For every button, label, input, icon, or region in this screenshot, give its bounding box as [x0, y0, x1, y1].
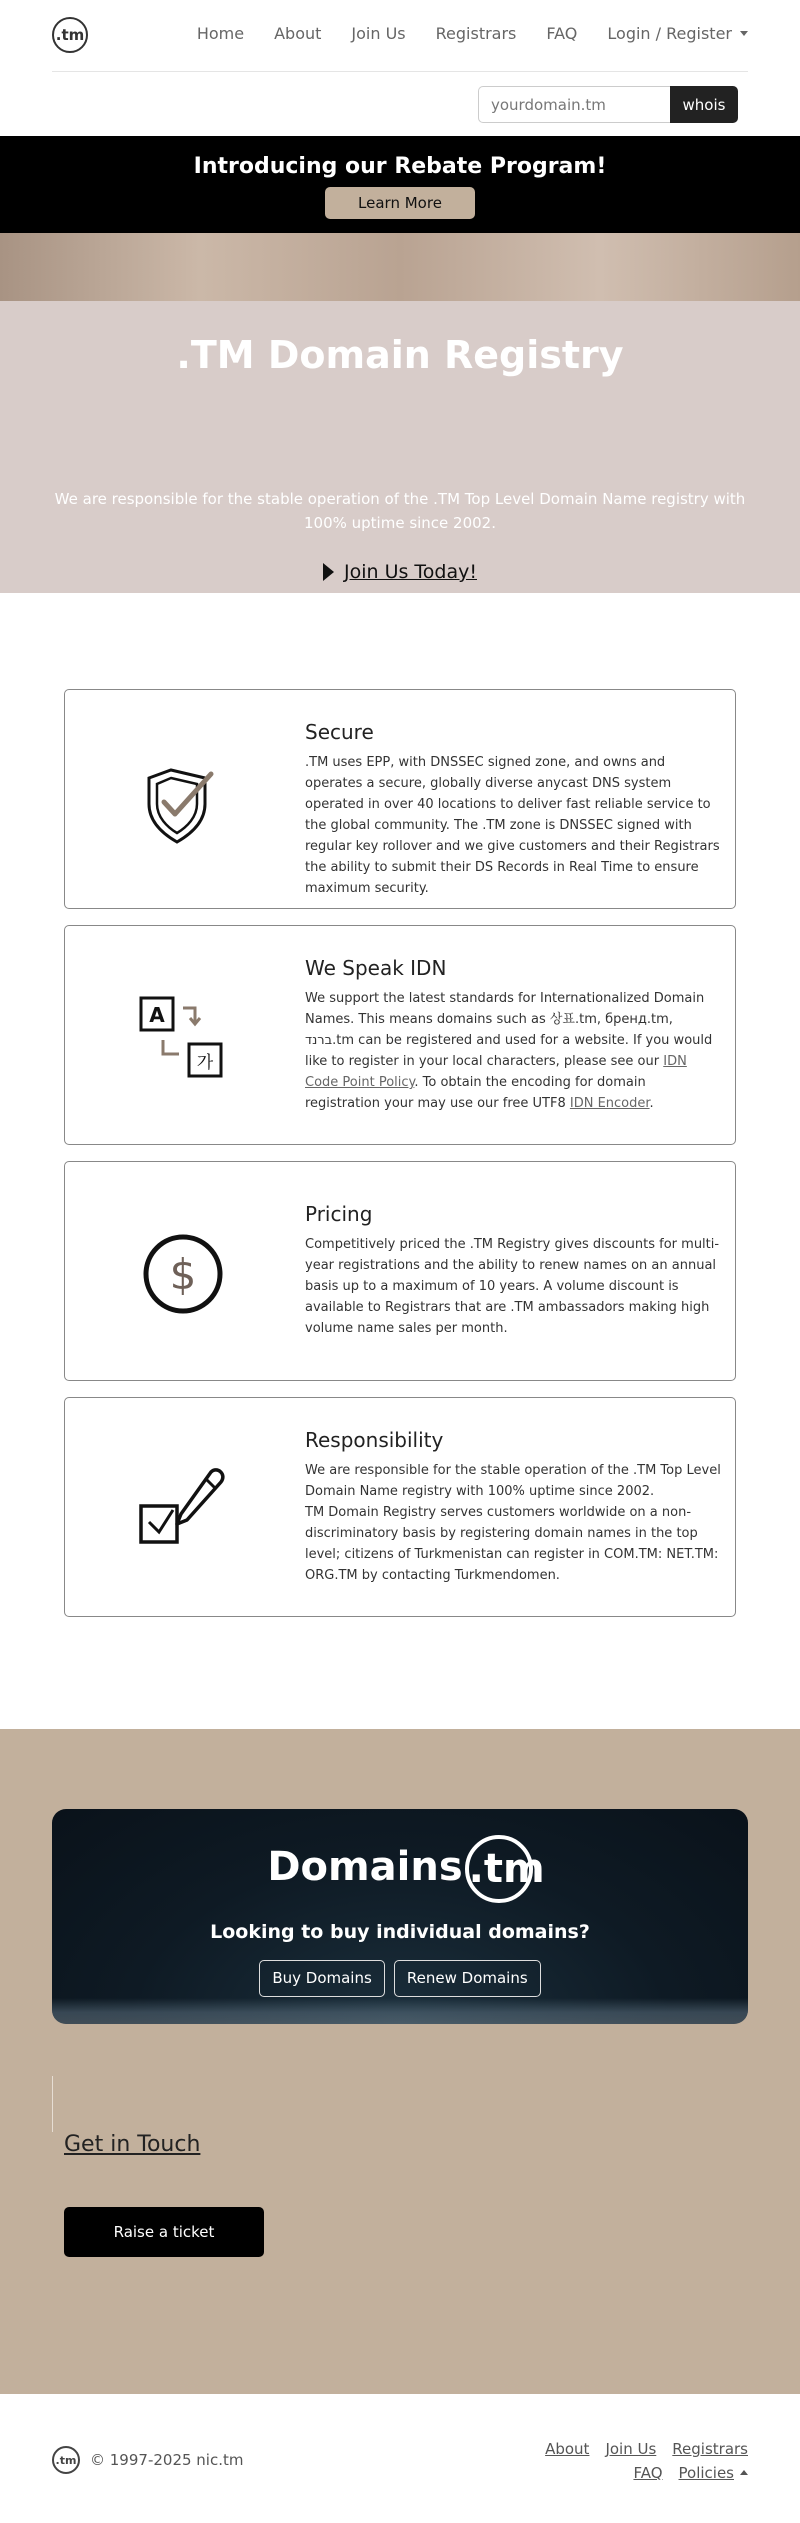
svg-text:가: 가: [196, 1053, 214, 1073]
rebate-banner: [0, 136, 800, 233]
footer-registrars-link[interactable]: Registrars: [672, 2440, 748, 2458]
svg-text:$: $: [169, 1250, 197, 1299]
join-us-link[interactable]: [0, 561, 800, 583]
card-title: Secure: [305, 720, 374, 744]
hero-text: We are responsible for the stable operation of the .TM Top Level Domain Name registry with 100% uptime since 2002.: [54, 490, 746, 532]
nav-registrars[interactable]: Registrars: [435, 24, 517, 43]
card-title: We Speak IDN: [305, 956, 447, 980]
shield-check-icon: [133, 752, 233, 852]
domains-tm-logo: [52, 1835, 748, 1903]
translate-icon: [133, 988, 233, 1088]
idn-code-point-policy-link[interactable]: IDN Code Point Policy: [305, 1054, 687, 1090]
card-text: [305, 988, 721, 1114]
chevron-up-icon: [740, 2470, 748, 2475]
domains-subtitle: Looking to buy individual domains?: [210, 1921, 590, 1943]
idn-text-2: . To obtain the encoding for domain registration your may use our free UTF8: [305, 1075, 646, 1111]
whois-button[interactable]: whois: [670, 86, 738, 123]
nav-login-register[interactable]: [607, 24, 748, 43]
renew-domains-button[interactable]: Renew Domains: [394, 1960, 541, 1997]
divider: [52, 2076, 53, 2132]
card-body: [305, 1428, 721, 1586]
feature-card-secure: [64, 689, 736, 909]
card-title: Pricing: [305, 1202, 373, 1226]
footer-about-link[interactable]: About: [545, 2440, 590, 2458]
svg-text:A: A: [149, 1003, 165, 1027]
footer-policies-dropdown[interactable]: [679, 2464, 748, 2482]
learn-more-button[interactable]: Learn More: [325, 187, 475, 219]
nav-login-label: Login / Register: [607, 24, 732, 43]
pen-checkbox-icon: [133, 1460, 233, 1560]
idn-encoder-link[interactable]: IDN Encoder: [569, 1096, 650, 1111]
domains-promo: [52, 1809, 748, 2024]
footer-links-row-2: [633, 2464, 748, 2482]
domains-logo-circle: .tm: [465, 1835, 533, 1903]
idn-text-1: We support the latest standards for Internationalized Domain Names. This means domains such as 상표.tm, бренд.tm, ברנד.tm can be registered and used for a website. If you would like to register in your local characters, please see our: [305, 991, 713, 1069]
responsibility-text-1: We are responsible for the stable operation of the .TM Top Level Domain Name registry with 100% uptime since 2002.: [305, 1463, 721, 1499]
card-text: .TM uses EPP, with DNSSEC signed zone, and owns and operates a secure, globally diverse anycast DNS system operated in over 40 locations to deliver fast reliable service to the global community. The .TM zone is DNSSEC signed with regular key rollover and we give customers and their Registrars the ability to submit their DS Records in Real Time to ensure maximum security.: [305, 755, 720, 896]
footer: [0, 2394, 800, 2523]
hero-image-strip: [0, 233, 800, 301]
domains-buttons: [52, 1960, 748, 1997]
footer-faq-link[interactable]: FAQ: [633, 2464, 663, 2482]
whois-input[interactable]: [478, 86, 670, 123]
nav-about[interactable]: About: [274, 24, 322, 43]
card-title: Responsibility: [305, 1428, 444, 1452]
join-us-label: Join Us Today!: [344, 561, 477, 583]
nav-join-us[interactable]: Join Us: [351, 24, 406, 43]
responsibility-text-2: TM Domain Registry serves customers worldwide on a non-discriminatory basis by registering domain names in the top level; citizens of Turkmenistan can register in COM.TM: NET.TM: ORG.TM by contacting Turkmendomen.: [305, 1505, 719, 1583]
site-logo[interactable]: .tm: [52, 17, 88, 53]
hero-section: [0, 301, 800, 593]
card-text: Competitively priced the .TM Registry gives discounts for multi-year registrations and the ability to renew names on an annual basis up to a maximum of 10 years. A volume discount is available to Registrars that are .TM ambassadors making high volume name sales per month.: [305, 1237, 720, 1336]
top-navbar: [52, 0, 748, 72]
footer-join-us-link[interactable]: Join Us: [605, 2440, 657, 2458]
feature-card-pricing: [64, 1161, 736, 1381]
copyright: © 1997-2025 nic.tm: [90, 2451, 244, 2469]
dollar-circle-icon: [133, 1224, 233, 1324]
footer-policies-label: Policies: [678, 2464, 734, 2482]
footer-logo[interactable]: .tm: [52, 2446, 80, 2474]
nav-links: [167, 24, 748, 43]
feature-card-responsibility: [64, 1397, 736, 1617]
chevron-right-icon: [323, 563, 334, 581]
nav-home[interactable]: Home: [196, 24, 245, 43]
domains-contact-section: [0, 1729, 800, 2394]
card-text: [305, 1460, 721, 1586]
card-body: [305, 1202, 721, 1339]
hero-title: .TM Domain Registry: [176, 333, 624, 377]
footer-links-row-1: [545, 2440, 748, 2458]
get-in-touch-link[interactable]: Get in Touch: [64, 2132, 201, 2157]
card-body: [305, 956, 721, 1114]
raise-ticket-button[interactable]: Raise a ticket: [64, 2207, 264, 2257]
domains-logo-text: Domains: [267, 1844, 463, 1890]
banner-title: Introducing our Rebate Program!: [193, 154, 607, 179]
wave-decoration: [52, 1998, 748, 2024]
card-body: [305, 720, 721, 899]
nav-faq[interactable]: FAQ: [546, 24, 578, 43]
feature-card-idn: [64, 925, 736, 1145]
whois-search: [478, 86, 738, 123]
buy-domains-button[interactable]: Buy Domains: [259, 1960, 384, 1997]
chevron-down-icon: [740, 31, 748, 36]
idn-text-3: .: [649, 1096, 654, 1111]
